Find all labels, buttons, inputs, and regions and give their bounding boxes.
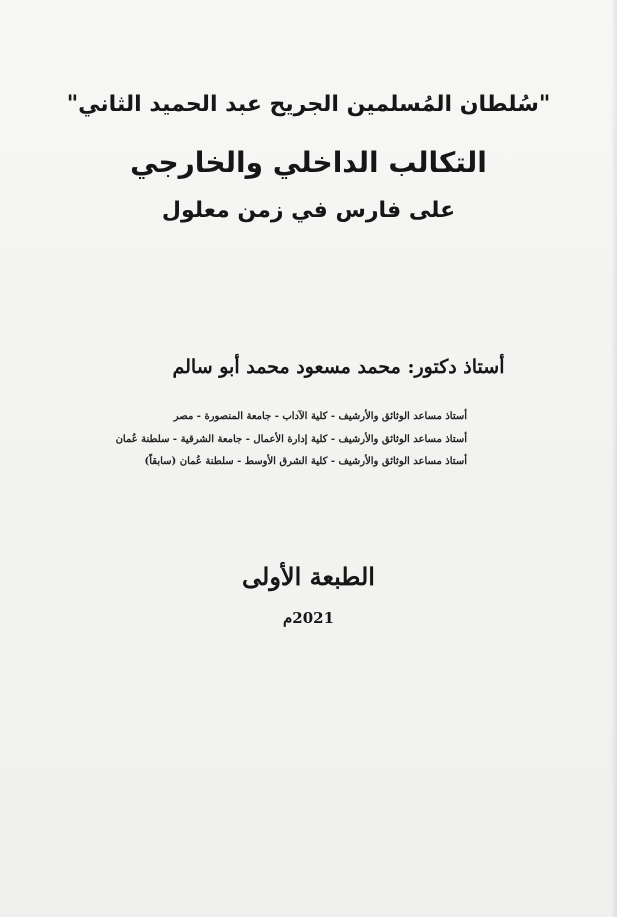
author-affiliation-3: أستاذ مساعد الوثائق والأرشيف - كلية الشرق الأوسط - سلطنة عُمان (سابقاً): [144, 456, 467, 467]
author-affiliation-1: أستاذ مساعد الوثائق والأرشيف - كلية الآداب - جامعة المنصورة - مصر: [173, 411, 467, 422]
publication-year: 2021م: [282, 609, 335, 627]
edition-label: الطبعة الأولى: [242, 562, 375, 591]
author-name: أستاذ دكتور: محمد مسعود محمد أبو سالم: [172, 356, 505, 378]
author-affiliation-2: أستاذ مساعد الوثائق والأرشيف - كلية إدارة الأعمال - جامعة الشرقية - سلطنة عُمان: [115, 434, 467, 445]
book-title-line-3: على فارس في زمن معلول: [161, 198, 456, 223]
page-edge-shadow: [611, 0, 617, 917]
book-title-line-2: التكالب الداخلي والخارجي: [130, 146, 487, 179]
book-title-line-1: "سُلطان المُسلمين الجريح عبد الحميد الثاني": [66, 92, 551, 117]
